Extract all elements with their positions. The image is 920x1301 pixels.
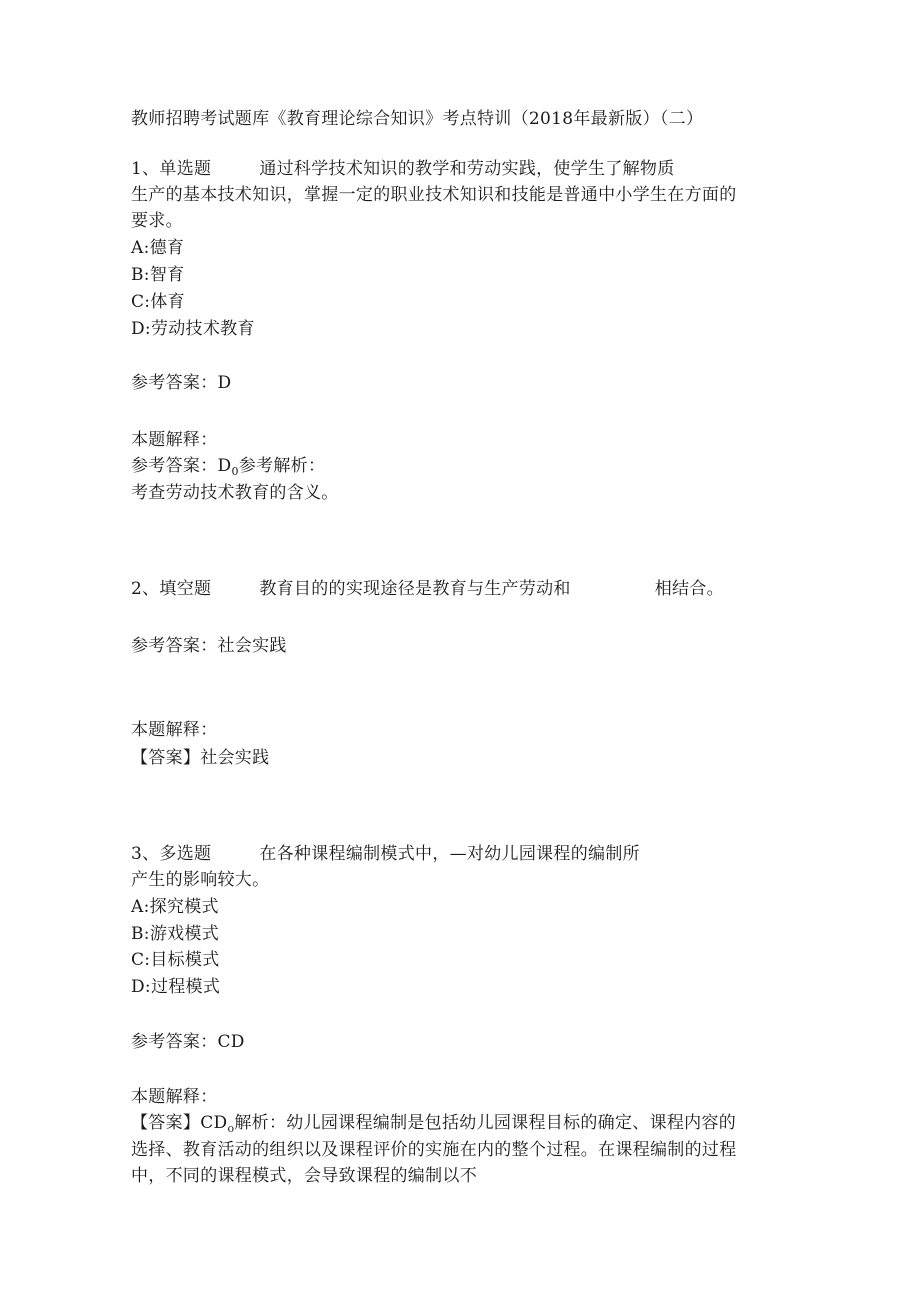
question-2-stem-pre: 教育目的的实现途径是教育与生产劳动和: [259, 579, 571, 599]
question-1-explain-pre: 参考答案：D: [131, 456, 232, 476]
question-1-option-d: D:劳动技术教育: [131, 319, 255, 339]
question-3-number-type: 3、多选题: [131, 844, 212, 864]
question-1-answer: 参考答案：D: [131, 373, 232, 393]
question-3-explain-line2: 选择、教育活动的组织以及课程评价的实施在内的整个过程。在课程编制的过程: [131, 1140, 737, 1160]
question-1-stem-line3: 要求。: [131, 211, 183, 231]
question-3-stem-line2: 产生的影响较大。: [131, 870, 270, 890]
question-3-explain-sub: o: [227, 1122, 235, 1135]
question-3-explain-line3: 中，不同的课程模式，会导致课程的编制以不: [131, 1166, 477, 1186]
question-2-header: [131, 577, 724, 601]
question-1-explain-post: 参考解析：: [238, 456, 326, 476]
question-2-explain-line1: 【答案】社会实践: [131, 748, 270, 768]
question-3-answer: 参考答案：CD: [131, 1032, 245, 1052]
question-1-explain-sub: 0: [231, 465, 239, 478]
question-3-explain-line1: [131, 1111, 736, 1141]
question-3-header: [131, 842, 640, 866]
question-2-answer: 参考答案：社会实践: [131, 636, 287, 656]
question-1-option-b: B:智育: [131, 265, 185, 285]
question-3-option-c: C:目标模式: [131, 950, 220, 970]
question-1-option-c: C:体育: [131, 292, 185, 312]
question-2-number-type: 2、填空题: [131, 579, 212, 599]
question-3-explain-label: 本题解释：: [131, 1087, 218, 1107]
question-3-option-d: D:过程模式: [131, 977, 221, 997]
question-3-option-a: A:探究模式: [131, 897, 219, 917]
question-3-stem-line1: 在各种课程编制模式中，—对幼儿园课程的编制所: [259, 844, 640, 864]
question-1-stem-line2: 生产的基本技术知识，掌握一定的职业技术知识和技能是普通中小学生在方面的: [131, 185, 737, 205]
document-title: 教师招聘考试题库《教育理论综合知识》考点特训（2018年最新版）（二）: [131, 109, 704, 129]
question-3-explain-pre: 【答案】CD: [131, 1113, 228, 1133]
question-2-stem-post: 相结合。: [654, 579, 724, 599]
question-1-header: [131, 157, 675, 181]
question-1-explain-label: 本题解释：: [131, 430, 218, 450]
question-1-explain-line1: [131, 454, 325, 484]
question-1-option-a: A:德育: [131, 238, 185, 258]
question-1-explain-line2: 考查劳动技术教育的含义。: [131, 483, 339, 503]
question-3-explain-post: 解析：幼儿园课程编制是包括幼儿园课程目标的确定、课程内容的: [234, 1113, 737, 1133]
question-3-option-b: B:游戏模式: [131, 924, 220, 944]
question-1-number-type: 1、单选题: [131, 159, 212, 179]
question-1-stem-line1: 通过科学技术知识的教学和劳动实践，使学生了解物质: [259, 159, 675, 179]
question-2-explain-label: 本题解释：: [131, 720, 218, 740]
